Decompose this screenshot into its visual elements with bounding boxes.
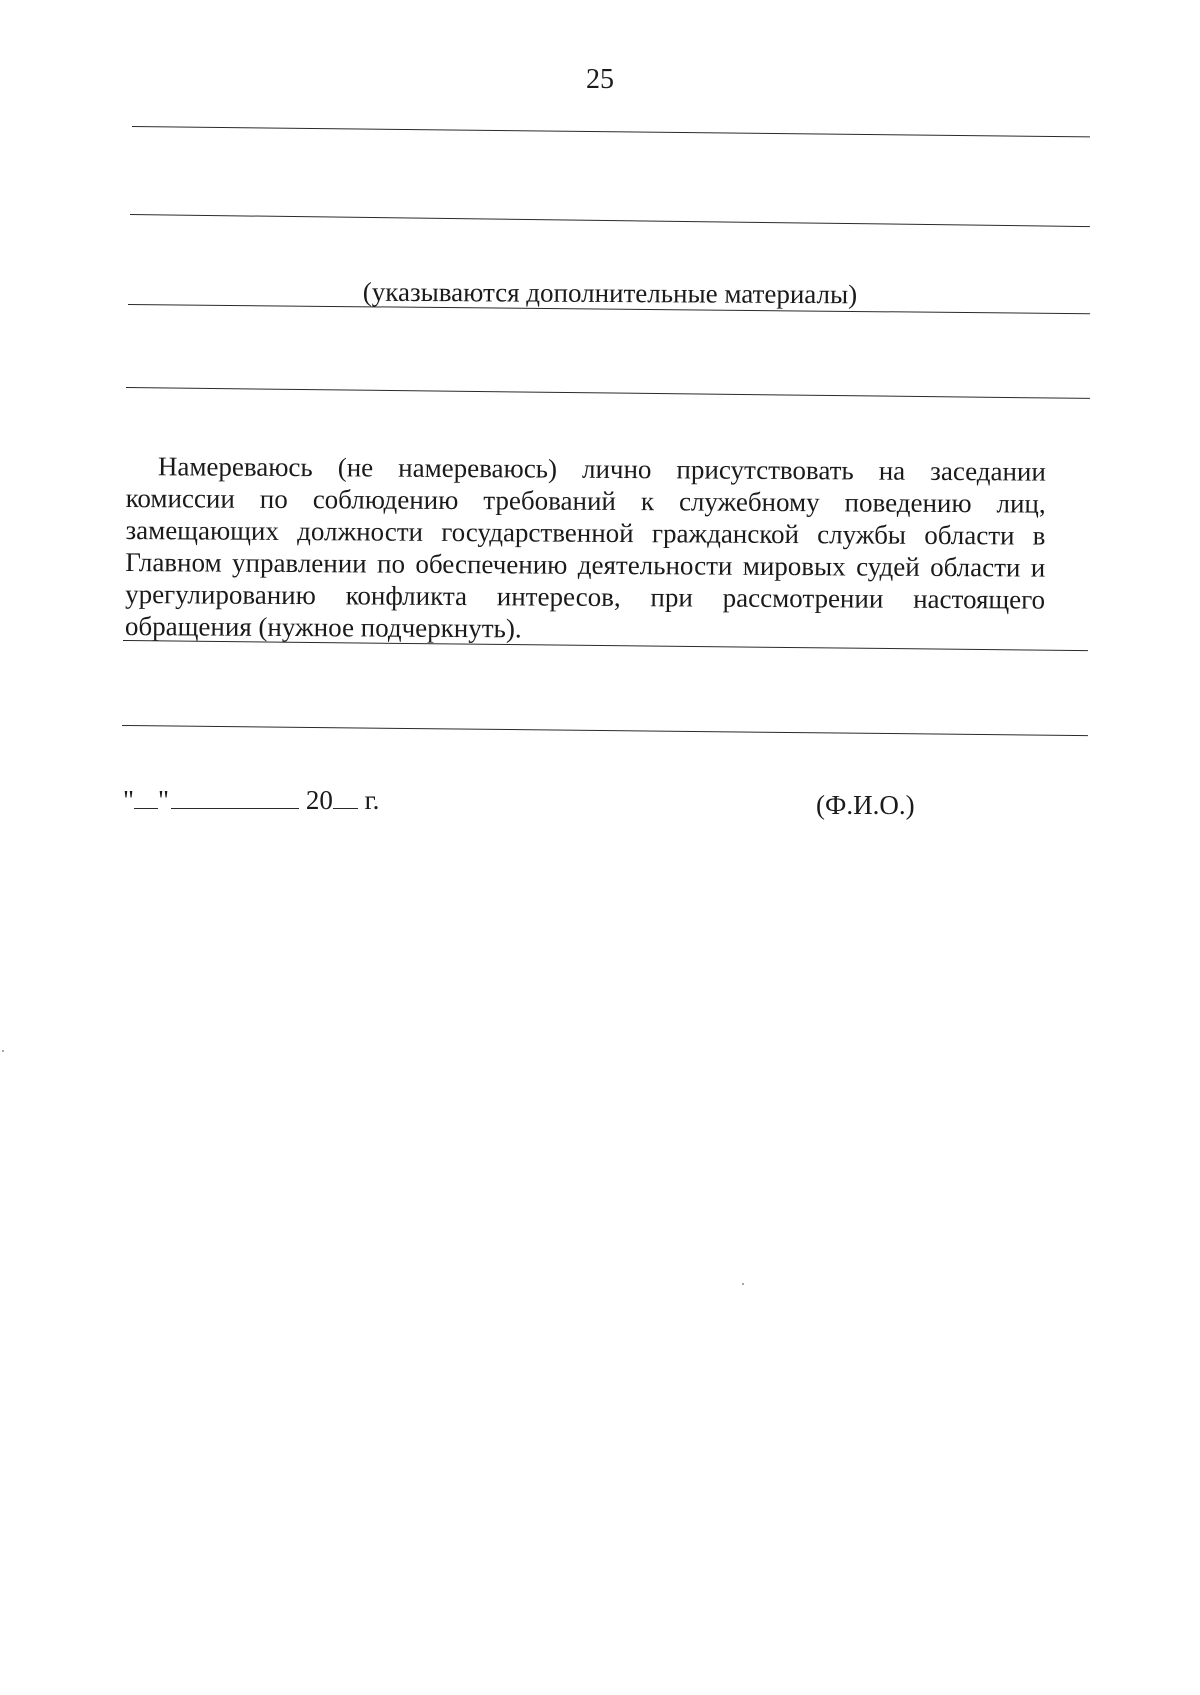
day-blank xyxy=(134,784,158,809)
blank-line-1 xyxy=(132,126,1090,137)
date-field xyxy=(123,784,379,816)
month-blank xyxy=(171,784,299,809)
blank-line-4 xyxy=(126,387,1090,399)
scan-speck xyxy=(2,1050,4,1052)
blank-line-6 xyxy=(122,725,1088,736)
materials-caption: (указываются дополнительные материалы) xyxy=(362,276,858,310)
year-suffix: г. xyxy=(364,785,380,815)
year-prefix: 20 xyxy=(305,785,333,815)
scan-speck xyxy=(742,1283,744,1285)
attendance-paragraph: Намереваюсь (не намереваюсь) лично присутствовать на заседании комиссии по соблюдению требований к служебному поведению лиц, замещающих должности государственной гражданской службы области в Главном управлении по обеспечению деятельности мировых судей области и урегулированию конфликта интересов, при рассмотрении настоящего обращения (нужное подчеркнуть). xyxy=(124,451,1046,644)
date-close-quote: " xyxy=(158,785,170,815)
date-open-quote: " xyxy=(123,785,135,815)
blank-line-2 xyxy=(130,214,1090,227)
year-blank xyxy=(333,784,358,809)
page-number: 25 xyxy=(586,64,614,95)
signature-label: (Ф.И.О.) xyxy=(816,790,915,820)
